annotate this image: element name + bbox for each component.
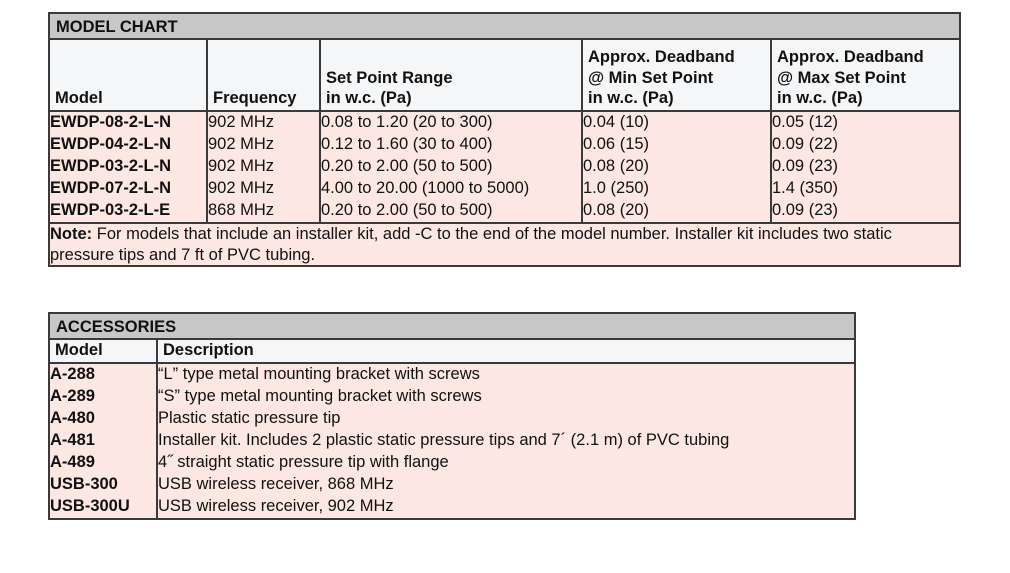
table-cell: Installer kit. Includes 2 plastic static pressure tips and 7´ (2.1 m) of PVC tubing xyxy=(158,431,730,449)
table-cell: 902 MHz xyxy=(208,135,275,153)
table-cell: EWDP-07-2-L-N xyxy=(50,179,172,197)
accessory-model-column xyxy=(49,363,157,519)
table-cell: 0.05 (12) xyxy=(772,113,839,131)
table-cell: A-288 xyxy=(50,365,95,383)
table-cell: 4.00 to 20.00 (1000 to 5000) xyxy=(321,179,530,197)
table-cell: USB-300 xyxy=(50,475,118,493)
table-cell: USB wireless receiver, 902 MHz xyxy=(158,497,394,515)
table-cell: “L” type metal mounting bracket with screws xyxy=(158,365,480,383)
table-cell: 0.08 (20) xyxy=(583,201,650,219)
model-column xyxy=(49,111,207,223)
table-cell: Plastic static pressure tip xyxy=(158,409,341,427)
accessories-title: ACCESSORIES xyxy=(49,313,855,339)
table-cell: 0.09 (23) xyxy=(772,157,839,175)
table-cell: 868 MHz xyxy=(208,201,275,219)
table-cell: USB-300U xyxy=(50,497,130,515)
frequency-header: Frequency xyxy=(207,39,320,111)
table-cell: 0.12 to 1.60 (30 to 400) xyxy=(321,135,493,153)
table-cell: 0.04 (10) xyxy=(583,113,650,131)
table-cell: EWDP-08-2-L-N xyxy=(50,113,172,131)
accessory-description-column xyxy=(157,363,855,519)
table-cell: 902 MHz xyxy=(208,157,275,175)
accessory-description-header: Description xyxy=(157,339,855,363)
table-cell: A-481 xyxy=(50,431,95,449)
model-chart-title: MODEL CHART xyxy=(49,13,960,39)
set-point-range-header: Set Point Range in w.c. (Pa) xyxy=(320,39,582,111)
table-cell: 0.08 (20) xyxy=(583,157,650,175)
table-cell: 0.09 (23) xyxy=(772,201,839,219)
table-cell: 0.08 to 1.20 (20 to 300) xyxy=(321,113,493,131)
table-cell: 0.20 to 2.00 (50 to 500) xyxy=(321,157,493,175)
table-cell: A-289 xyxy=(50,387,95,405)
table-cell: USB wireless receiver, 868 MHz xyxy=(158,475,394,493)
deadband-min-column xyxy=(582,111,771,223)
frequency-column xyxy=(207,111,320,223)
table-cell: 0.20 to 2.00 (50 to 500) xyxy=(321,201,493,219)
table-cell: EWDP-03-2-L-E xyxy=(50,201,171,219)
set-point-range-column xyxy=(320,111,582,223)
model-chart-table xyxy=(48,12,961,267)
table-cell: 0.09 (22) xyxy=(772,135,839,153)
note-label: Note: xyxy=(50,225,93,243)
note-text: For models that include an installer kit, add -C to the end of the model number. Installer kit includes two static pressure tips and 7 ft of PVC tubing. xyxy=(50,225,892,264)
table-cell: 902 MHz xyxy=(208,179,275,197)
table-cell: “S” type metal mounting bracket with screws xyxy=(158,387,482,405)
deadband-max-header: Approx. Deadband @ Max Set Point in w.c. (Pa) xyxy=(771,39,960,111)
table-cell: 1.4 (350) xyxy=(772,179,839,197)
deadband-max-column xyxy=(771,111,960,223)
table-cell: A-489 xyxy=(50,453,95,471)
model-header: Model xyxy=(49,39,207,111)
table-cell: A-480 xyxy=(50,409,95,427)
accessories-table xyxy=(48,312,856,520)
accessory-model-header: Model xyxy=(49,339,157,363)
table-cell: 4˝ straight static pressure tip with flange xyxy=(158,453,449,471)
table-cell: 1.0 (250) xyxy=(583,179,650,197)
deadband-min-header: Approx. Deadband @ Min Set Point in w.c. (Pa) xyxy=(582,39,771,111)
table-cell: EWDP-04-2-L-N xyxy=(50,135,172,153)
table-cell: 902 MHz xyxy=(208,113,275,131)
model-chart-note xyxy=(49,223,960,266)
table-cell: 0.06 (15) xyxy=(583,135,650,153)
table-cell: EWDP-03-2-L-N xyxy=(50,157,172,175)
